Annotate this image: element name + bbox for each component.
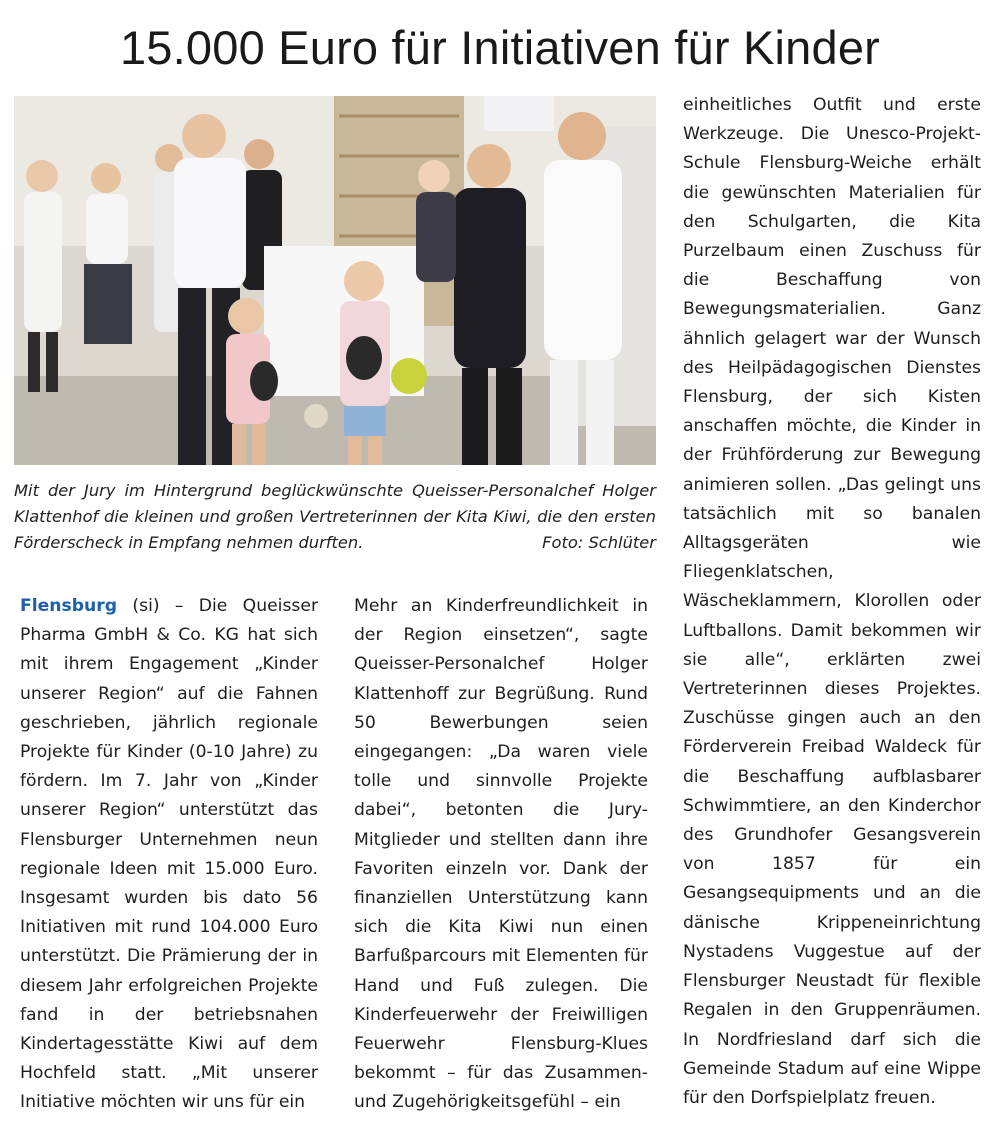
column-1-text: – Die Queisser Pharma GmbH & Co. KG hat sich mit ihrem Engagement „Kinder unserer Region“ auf die Fahnen geschrieben, jährlich regionale Projekte für Kinder (0-10 Jahre) zu fördern. Im 7. Jahr von „Kinder unserer Region“ unterstützt das Flensburger Unternehmen neun regionale Ideen mit 15.000 Euro. Insgesamt wurden bis dato 56 Initiativen mit rund 104.000 Euro unterstützt. Die Prämierung der in diesem Jahr erfolgreichen Projekte fand in der betriebsnahen Kindertagesstätte Kiwi auf dem Hochfeld statt. „Mit unserer Initiative möchten wir uns für ein — [20, 596, 319, 1113]
article-column-1 — [20, 592, 318, 1118]
caption-text: Mit der Jury im Hintergrund beglückwünschte Queisser-Personalchef Holger Klattenhof die kleinen und großen Vertreterinnen der Kita Kiwi, die den ersten Förderscheck in Empfang nehmen durften. — [14, 481, 656, 552]
column-2-text: Mehr an Kinderfreundlichkeit in der Region einsetzen“, sagte Queisser-Personalchef Holger Klattenhoff zur Begrüßung. Rund 50 Bewerbungen seien eingegangen: „Da waren viele tolle und sinnvolle Projekte dabei“, betonten die Jury-Mitglieder und stellten dann ihre Favoriten einzeln vor. Dank der finanziellen Unterstützung kann sich die Kita Kiwi nun einen Barfußparcours mit Elementen für Hand und Fuß zulegen. Die Kinderfeuerwehr der Freiwilligen Feuerwehr Flensburg-Klues bekommt – für das Zusammen- und Zugehörigkeitsgefühl – ein — [354, 596, 648, 1113]
author-tag: (si) — [132, 596, 160, 616]
headline: 15.000 Euro für Initiativen für Kinder — [119, 21, 881, 74]
article-column-3 — [683, 91, 981, 1113]
photo-illustration — [14, 96, 656, 465]
article-column-2 — [354, 592, 648, 1118]
photo-caption — [14, 478, 656, 556]
photo-credit: Foto: Schlüter — [542, 533, 656, 552]
article-photo — [14, 96, 656, 465]
column-3-text: einheitliches Outfit und erste Werkzeuge. Die Unesco-Projekt-Schule Flensburg-Weiche erhält die gewünschten Materialien für den Schulgarten, die Kita Purzelbaum einen Zuschuss für die Beschaffung von Bewegungsmaterialien. Ganz ähnlich gelagert war der Wunsch des Heilpädagogischen Dienstes Flensburg, der sich Kisten anschaffen möchte, die Kinder in der Frühförderung zur Bewegung animieren sollen. „Das gelingt uns tatsächlich mit so banalen Alltagsgeräten wie Fliegenklatschen, Wäscheklammern, Klorollen oder Luftballons. Damit bekommen wir sie alle“, erklärten zwei Vertreterinnen dieses Projektes. Zuschüsse gingen auch an den Förderverein Freibad Waldeck für die Beschaffung aufblasbarer Schwimmtiere, an den Kinderchor des Grundhofer Gesangsverein von 1857 für ein Gesangsequipments und an die dänische Krippeneinrichtung Nystadens Vuggestue auf der Flensburger Neustadt für flexible Regalen in den Gruppenräumen. In Nordfriesland darf sich die Gemeinde Stadum auf eine Wippe für den Dorfspielplatz freuen. — [683, 95, 981, 1108]
dateline: Flensburg — [20, 596, 118, 616]
